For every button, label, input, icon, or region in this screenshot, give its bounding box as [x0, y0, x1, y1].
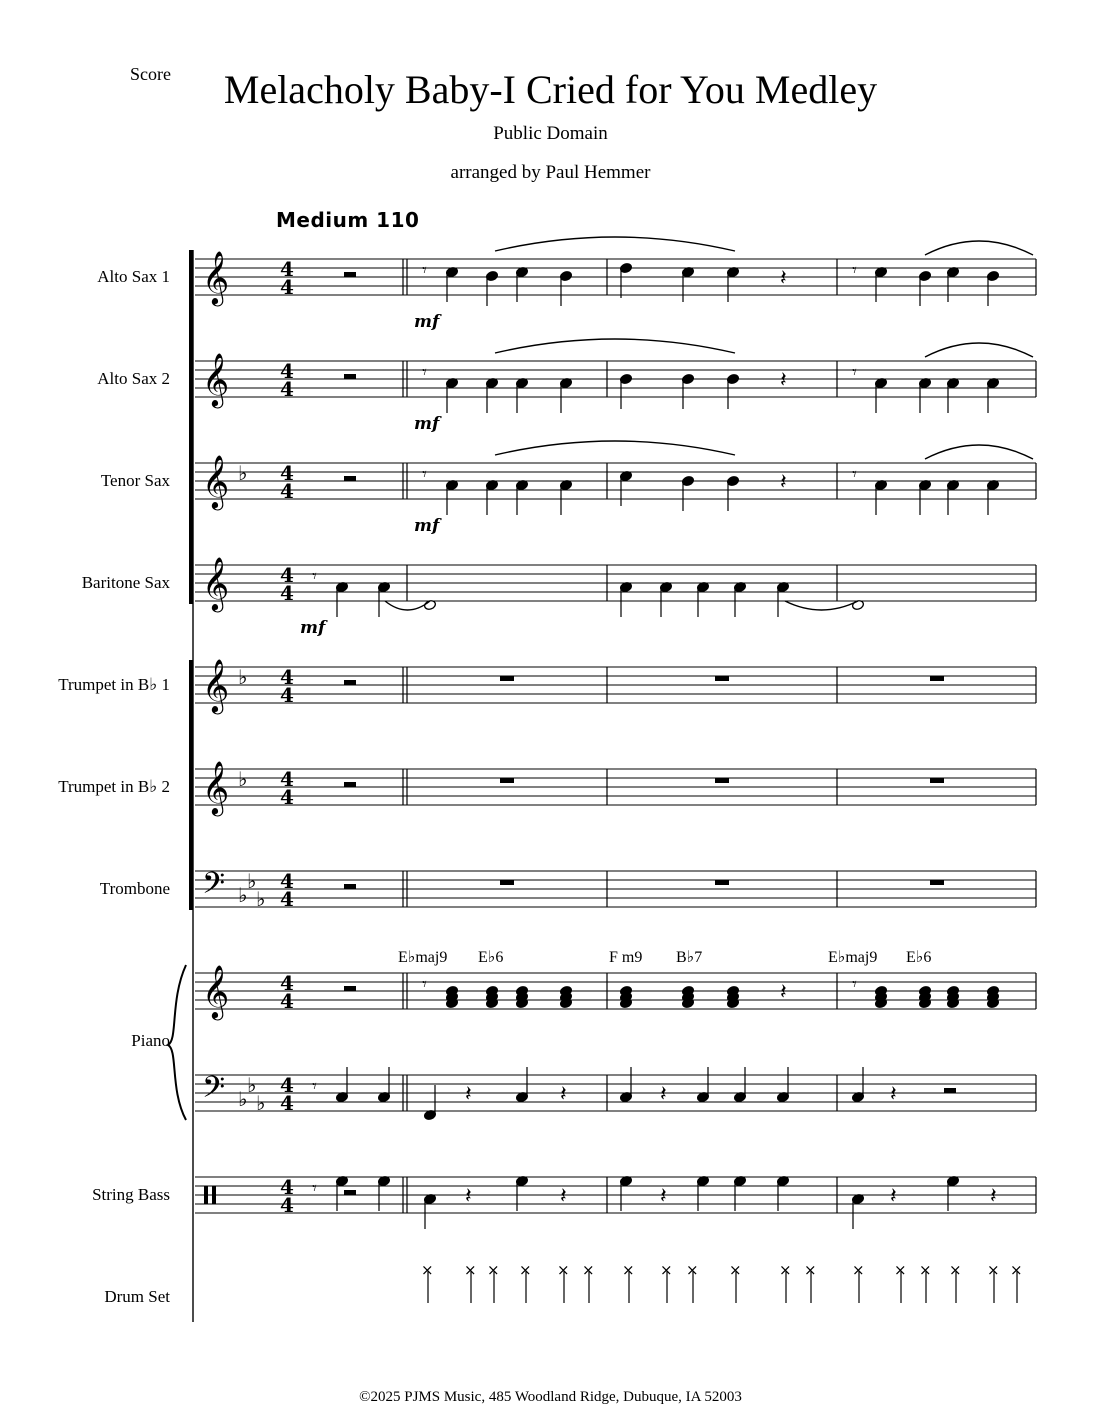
cymbal-x-notehead: × [804, 1261, 817, 1279]
treble-clef: 𝄞 [202, 658, 230, 712]
score-subtitle: Public Domain [493, 123, 608, 144]
flat-accidental: ♭ [247, 1073, 257, 1097]
slur [925, 241, 1033, 255]
whole-rest [930, 778, 944, 783]
cymbal-x-notehead: × [622, 1261, 635, 1279]
instrument-name-tenor-sax: Tenor Sax [100, 471, 170, 490]
cymbal-x-notehead: × [1010, 1261, 1023, 1279]
flat-accidental: ♭ [238, 883, 248, 907]
cymbal-x-notehead: × [464, 1261, 477, 1279]
cymbal-x-notehead: × [487, 1261, 500, 1279]
quarter-rest: 𝄽 [465, 1082, 472, 1107]
instrument-name-alto-sax-2: Alto Sax 2 [97, 369, 170, 388]
time-signature-top: 4 [280, 257, 294, 281]
instrument-name-trumpet-2: Trumpet in B♭ 2 [58, 777, 170, 796]
treble-clef: 𝄞 [202, 352, 230, 406]
flat-accidental: ♭ [256, 887, 266, 911]
time-signature-bottom: 4 [280, 377, 294, 401]
time-signature-top: 4 [280, 1073, 294, 1097]
slur [495, 237, 735, 251]
time-signature-bottom: 4 [280, 581, 294, 605]
time-signature-top: 4 [280, 1175, 294, 1199]
score-title: Melacholy Baby-I Cried for You Medley [223, 67, 878, 112]
flat-accidental: ♭ [256, 1091, 266, 1115]
half-rest [344, 884, 356, 889]
time-signature-top: 4 [280, 563, 294, 587]
quarter-rest: 𝄽 [780, 470, 787, 495]
whole-rest [500, 880, 514, 885]
cymbal-x-notehead: × [421, 1261, 434, 1279]
chord-symbol: E♭6 [906, 949, 932, 966]
quarter-rest: 𝄽 [560, 1184, 567, 1209]
sax-bracket [189, 250, 193, 604]
percussion-clef [212, 1186, 216, 1204]
treble-clef: 𝄞 [202, 556, 230, 610]
piano-brace [168, 965, 186, 1120]
time-signature-top: 4 [280, 665, 294, 689]
half-rest [344, 374, 356, 379]
bass-clef: 𝄢 [202, 1071, 226, 1112]
dynamic-mf: mf [414, 414, 440, 434]
quarter-rest: 𝄽 [780, 368, 787, 393]
whole-rest [500, 778, 514, 783]
eighth-rest: 𝄾 [852, 974, 857, 995]
flat-accidental: ♭ [238, 461, 248, 485]
slur [495, 441, 735, 455]
time-signature-top: 4 [280, 971, 294, 995]
eighth-rest: 𝄾 [422, 260, 427, 281]
whole-rest [715, 778, 729, 783]
chord-symbol: B♭7 [676, 949, 703, 966]
time-signature-top: 4 [280, 461, 294, 485]
half-rest [344, 1190, 356, 1195]
slur [495, 339, 735, 353]
treble-clef: 𝄞 [202, 760, 230, 814]
eighth-rest: 𝄾 [312, 1076, 317, 1097]
eighth-rest: 𝄾 [852, 260, 857, 281]
chord-symbol: E♭maj9 [398, 949, 448, 966]
score-label: Score [130, 64, 171, 84]
quarter-rest: 𝄽 [465, 1184, 472, 1209]
dynamic-mf: mf [300, 618, 326, 638]
cymbal-x-notehead: × [987, 1261, 1000, 1279]
cymbal-x-notehead: × [582, 1261, 595, 1279]
half-rest [344, 680, 356, 685]
half-rest [344, 476, 356, 481]
cymbal-x-notehead: × [686, 1261, 699, 1279]
instrument-name-drum-set: Drum Set [104, 1287, 170, 1306]
instrument-name-trumpet-1: Trumpet in B♭ 1 [58, 675, 170, 694]
dynamic-mf: mf [414, 312, 440, 332]
quarter-rest: 𝄽 [660, 1082, 667, 1107]
tempo-marking: Medium 110 [276, 208, 420, 232]
time-signature-bottom: 4 [280, 1091, 294, 1115]
half-rest [344, 272, 356, 277]
cymbal-x-notehead: × [949, 1261, 962, 1279]
time-signature-top: 4 [280, 359, 294, 383]
quarter-rest: 𝄽 [890, 1082, 897, 1107]
copyright-footer: ©2025 PJMS Music, 485 Woodland Ridge, Dubuque, IA 52003 [359, 1389, 742, 1405]
treble-clef: 𝄞 [202, 250, 230, 304]
chord-symbol: E♭maj9 [828, 949, 878, 966]
cymbal-x-notehead: × [852, 1261, 865, 1279]
whole-rest [930, 676, 944, 681]
time-signature-bottom: 4 [280, 887, 294, 911]
chord-symbol: F m9 [609, 949, 643, 966]
slur [925, 343, 1033, 357]
whole-rest [715, 880, 729, 885]
whole-rest [715, 676, 729, 681]
bass-clef: 𝄢 [202, 867, 226, 908]
quarter-rest: 𝄽 [560, 1082, 567, 1107]
cymbal-x-notehead: × [557, 1261, 570, 1279]
flat-accidental: ♭ [238, 767, 248, 791]
treble-clef: 𝄞 [202, 454, 230, 508]
flat-accidental: ♭ [238, 1087, 248, 1111]
time-signature-bottom: 4 [280, 275, 294, 299]
eighth-rest: 𝄾 [312, 566, 317, 587]
instrument-name-trombone: Trombone [99, 879, 170, 898]
time-signature-top: 4 [280, 767, 294, 791]
half-rest [344, 782, 356, 787]
cymbal-x-notehead: × [894, 1261, 907, 1279]
whole-rest [930, 880, 944, 885]
time-signature-bottom: 4 [280, 989, 294, 1013]
eighth-rest: 𝄾 [422, 464, 427, 485]
cymbal-x-notehead: × [660, 1261, 673, 1279]
time-signature-top: 4 [280, 869, 294, 893]
chord-symbol: E♭6 [478, 949, 504, 966]
time-signature-bottom: 4 [280, 683, 294, 707]
dynamic-mf: mf [414, 516, 440, 536]
brass-bracket [189, 660, 193, 910]
cymbal-x-notehead: × [779, 1261, 792, 1279]
half-rest [944, 1088, 956, 1093]
time-signature-bottom: 4 [280, 479, 294, 503]
slur [385, 601, 430, 610]
eighth-rest: 𝄾 [312, 1178, 317, 1199]
time-signature-bottom: 4 [280, 1193, 294, 1217]
arranger-credit: arranged by Paul Hemmer [450, 162, 651, 183]
eighth-rest: 𝄾 [422, 974, 427, 995]
cymbal-x-notehead: × [729, 1261, 742, 1279]
half-rest [344, 986, 356, 991]
quarter-rest: 𝄽 [890, 1184, 897, 1209]
eighth-rest: 𝄾 [422, 362, 427, 383]
instrument-name-baritone-sax: Baritone Sax [81, 573, 170, 592]
flat-accidental: ♭ [238, 665, 248, 689]
time-signature-bottom: 4 [280, 785, 294, 809]
cymbal-x-notehead: × [919, 1261, 932, 1279]
quarter-rest: 𝄽 [780, 266, 787, 291]
flat-accidental: ♭ [247, 869, 257, 893]
percussion-clef [204, 1186, 208, 1204]
slur [785, 601, 858, 610]
whole-rest [500, 676, 514, 681]
chord-symbols [398, 949, 931, 966]
instrument-name-string-bass: String Bass [92, 1185, 170, 1204]
cymbal-x-notehead: × [519, 1261, 532, 1279]
quarter-rest: 𝄽 [780, 980, 787, 1005]
instrument-name-alto-sax-1: Alto Sax 1 [97, 267, 170, 286]
eighth-rest: 𝄾 [852, 464, 857, 485]
quarter-rest: 𝄽 [660, 1184, 667, 1209]
instrument-name-piano: Piano [131, 1031, 170, 1050]
eighth-rest: 𝄾 [852, 362, 857, 383]
slur [925, 445, 1033, 459]
staff-lines [168, 250, 1036, 1322]
quarter-rest: 𝄽 [990, 1184, 997, 1209]
treble-clef: 𝄞 [202, 964, 230, 1018]
